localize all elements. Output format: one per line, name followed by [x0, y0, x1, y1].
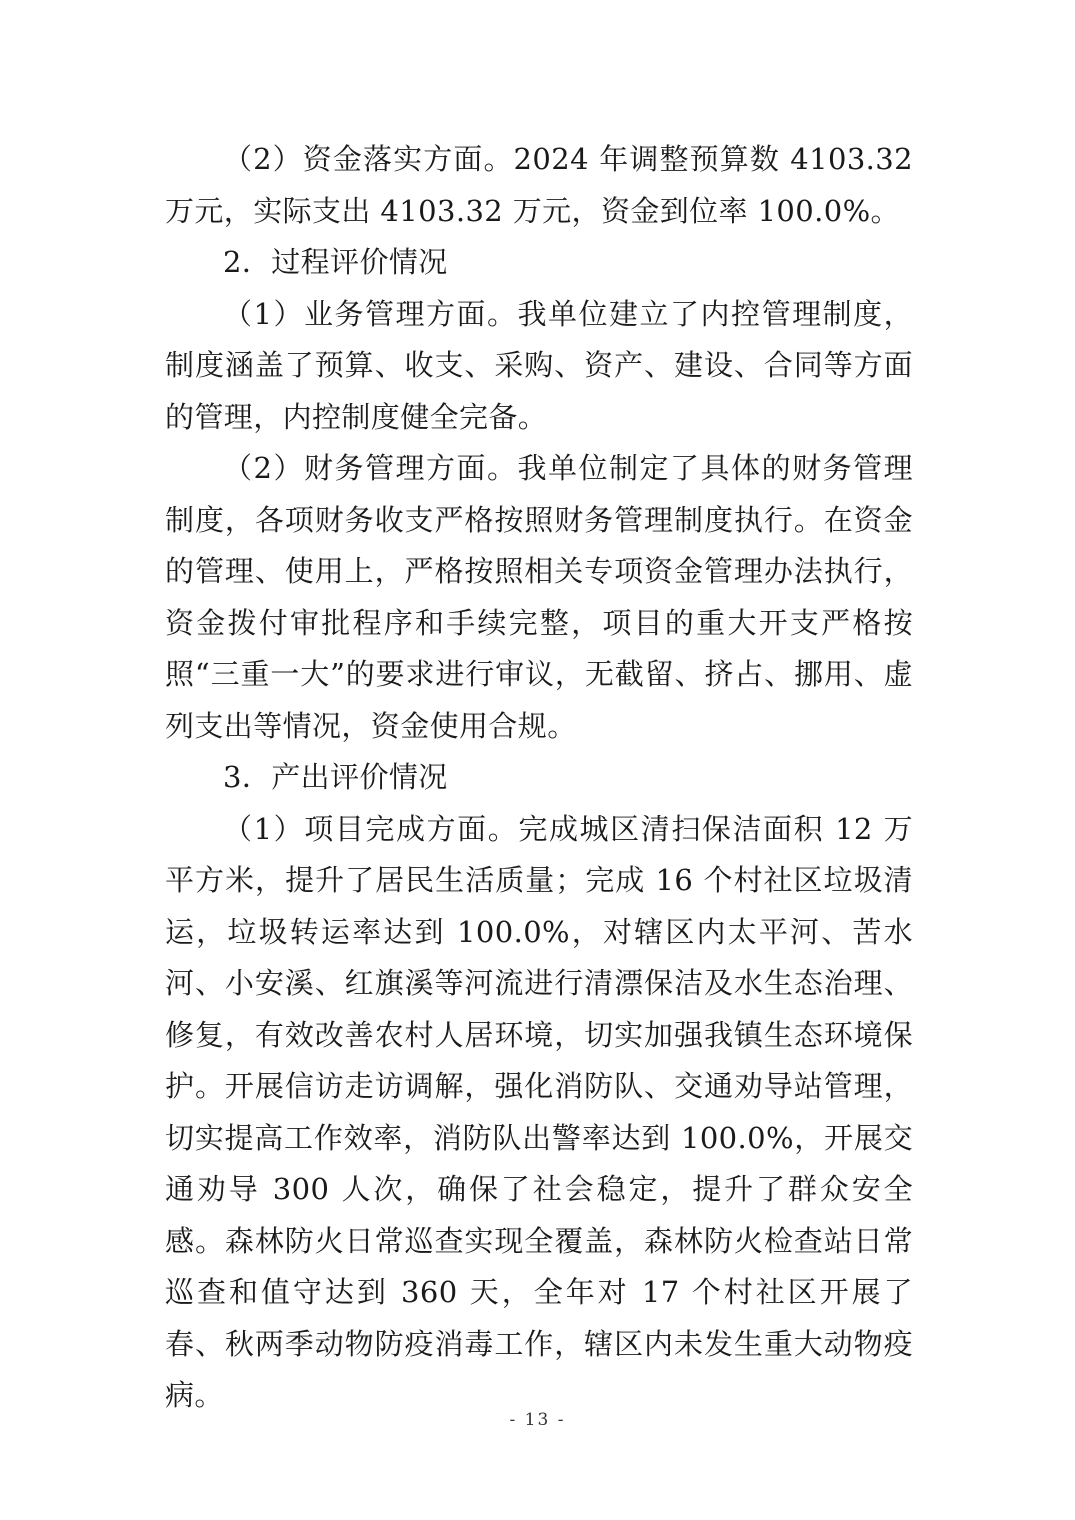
paragraph-project-completion: （1）项目完成方面。完成城区清扫保洁面积 12 万平方米，提升了居民生活质量；完成 16 个村社区垃圾清运，垃圾转运率达到 100.0%，对辖区内太平河、苦水河、小安溪、红旗溪等河流进行清漂保洁及水生态治理、修复，有效改善农村人居环境，切实加强我镇生态环境保护。开展信访走访调解，强化消防队、交通劝导站管理，切实提高工作效率，消防队出警率达到 100.0%，开展交通劝导 300 人次，确保了社会稳定，提升了群众安全感。森林防火日常巡查实现全覆盖，森林防火检查站日常巡查和值守达到 360 天，全年对 17 个村社区开展了春、秋两季动物防疫消毒工作，辖区内未发生重大动物疫病。: [165, 811, 913, 1412]
heading-process-evaluation: 2．过程评价情况: [223, 245, 448, 279]
heading-output-evaluation: 3．产出评价情况: [223, 760, 448, 794]
paragraph-financial-management: （2）财务管理方面。我单位制定了具体的财务管理制度，各项财务收支严格按照财务管理制度执行。在资金的管理、使用上，严格按照相关专项资金管理办法执行，资金拨付审批程序和手续完整，项目的重大开支严格按照“三重一大”的要求进行审议，无截留、挤占、挪用、虚列支出等情况，资金使用合规。: [165, 451, 913, 743]
paragraph-funding: （2）资金落实方面。2024 年调整预算数 4103.32 万元，实际支出 4103.32 万元，资金到位率 100.0%。: [165, 142, 913, 228]
document-body: [165, 134, 913, 1422]
paragraph-business-management: （1）业务管理方面。我单位建立了内控管理制度，制度涵盖了预算、收支、采购、资产、建设、合同等方面的管理，内控制度健全完备。: [165, 296, 913, 434]
page-number: - 13 -: [509, 1410, 566, 1430]
